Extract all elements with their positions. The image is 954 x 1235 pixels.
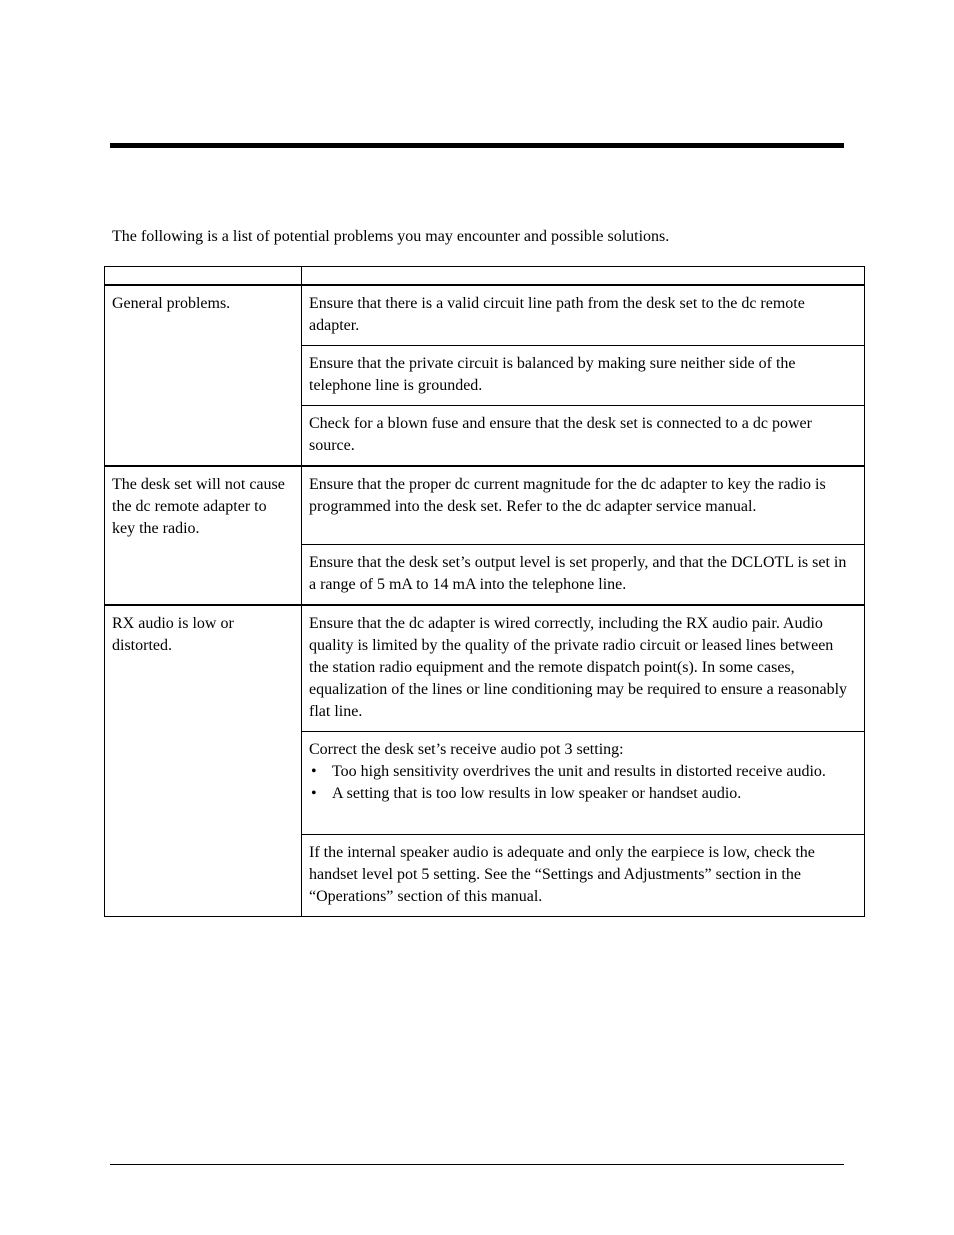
problem-cell: The desk set will not cause the dc remote adapter to key the radio.: [105, 466, 302, 605]
table-row: [105, 285, 865, 346]
solution-cell: Ensure that the proper dc current magnitude for the dc adapter to key the radio is programmed into the desk set. Refer to the dc adapter service manual.: [302, 466, 865, 545]
header-rule: [110, 143, 844, 148]
table-header-row: [105, 267, 865, 286]
solution-cell: Ensure that the private circuit is balanced by making sure neither side of the telephone line is grounded.: [302, 346, 865, 406]
solution-cell: Ensure that there is a valid circuit line path from the desk set to the dc remote adapter.: [302, 285, 865, 346]
solution-cell: [302, 732, 865, 835]
header-problem-cell: [105, 267, 302, 286]
solution-cell: Ensure that the desk set’s output level is set properly, and that the DCLOTL is set in a range of 5 mA to 14 mA into the telephone line.: [302, 545, 865, 606]
table-row: [105, 605, 865, 732]
solution-cell: Ensure that the dc adapter is wired correctly, including the RX audio pair. Audio quality is limited by the quality of the private radio circuit or leased lines between the station radio equipment and the remote dispatch point(s). In some cases, equalization of the lines or line conditioning may be required to ensure a reasonably flat line.: [302, 605, 865, 732]
intro-paragraph: The following is a list of potential problems you may encounter and possible solutions.: [112, 228, 670, 245]
header-solution-cell: [302, 267, 865, 286]
solution-cell: If the internal speaker audio is adequate and only the earpiece is low, check the handset level pot 5 setting. See the “Settings and Adjustments” section in the “Operations” section of this manual.: [302, 835, 865, 917]
footer-rule: [110, 1164, 844, 1165]
troubleshooting-table: [104, 266, 865, 917]
bullet-item: • A setting that is too low results in low speaker or handset audio.: [309, 783, 856, 805]
bullet-list: [309, 761, 856, 805]
problem-cell: RX audio is low or distorted.: [105, 605, 302, 917]
bullet-item: • Too high sensitivity overdrives the unit and results in distorted receive audio.: [309, 761, 856, 783]
table-row: [105, 466, 865, 545]
problem-cell: General problems.: [105, 285, 302, 466]
solution-intro: Correct the desk set’s receive audio pot 3 setting:: [309, 741, 624, 758]
solution-cell: Check for a blown fuse and ensure that the desk set is connected to a dc power source.: [302, 406, 865, 467]
